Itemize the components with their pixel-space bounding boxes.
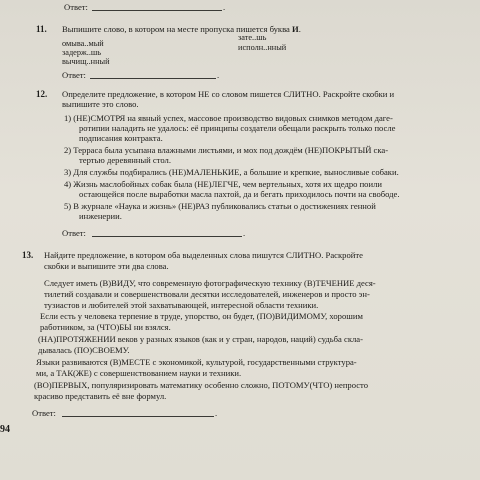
task-12-option-line: 3) Для службы подбирались (НЕ)МАЛЕНЬКИЕ, а большие и крепкие, выносливые собаки. (64, 167, 399, 177)
task-13-text-line: ми, а ТАК(ЖЕ) с совершенствованием науки и техники. (36, 368, 242, 378)
task-12-number: 12. (36, 89, 48, 99)
task-11-word: омыва..мый (62, 39, 104, 48)
task-12-option-line: ротипии наладить не удалось: её принципы создатели обещали раскрыть только после (79, 123, 396, 133)
top-answer-end: . (223, 2, 226, 12)
task-13-text-line: тузиастов и любителей этой захватывающей, интересной области техники. (44, 300, 319, 310)
task-11-answer-field[interactable] (90, 78, 216, 79)
task-13-prompt-line: скобки и выпишите эти два слова. (44, 261, 169, 271)
task-13-prompt-line: Найдите предложение, в котором оба выделенных слова пишутся СЛИТНО. Раскройте (44, 250, 363, 260)
task-12-prompt-line: выпишите это слово. (62, 99, 139, 109)
task-12-option-line: 1) (НЕ)СМОТРЯ на явный успех, массовое производство видовых снимков методом даге- (64, 113, 393, 123)
task-11-answer-end: . (217, 70, 220, 80)
task-12-option-line: 4) Жизнь маслобойных собак была (НЕ)ЛЕГЧЕ, чем вертельных, хотя их щедро поили (64, 179, 382, 189)
task-11-word: вычищ..нный (62, 57, 110, 66)
task-13-text-line: дывалась (ПО)СВОЕМУ. (38, 345, 130, 355)
task-12-option-line: 5) В журнале «Наука и жизнь» (НЕ)РАЗ публиковались статьи о достижениях генной (64, 201, 376, 211)
task-11-word: зате..шь (238, 33, 267, 42)
task-12-answer-end: . (243, 228, 246, 238)
task-11-answer-label: Ответ: (62, 70, 86, 80)
task-12-option-line: тертью деревянный стол. (79, 155, 171, 165)
task-11-word: исполн..нный (238, 43, 287, 52)
task-13-answer-field[interactable] (62, 416, 214, 417)
task-13-text-line: Если есть у человека терпение в труде, упорство, он будет, (ПО)ВИДИМОМУ, хорошим (40, 311, 363, 321)
task-13-text-line: (ВО)ПЕРВЫХ, популяризировать математику особенно сложно, ПОТОМУ(ЧТО) непросто (34, 380, 368, 390)
task-13-answer-end: . (215, 408, 218, 418)
task-13-text-line: Следует иметь (В)ВИДУ, что современную фотографическую технику (В)ТЕЧЕНИЕ деся- (44, 278, 376, 288)
task-13-answer-label: Ответ: (32, 408, 56, 418)
task-13-text-line: Языки развиваются (В)МЕСТЕ с экономикой, культурой, государственными структура- (36, 357, 357, 367)
task-12-answer-field[interactable] (92, 236, 242, 237)
top-answer-field[interactable] (92, 10, 222, 11)
top-answer-label: Ответ: (64, 2, 88, 12)
task-13-text-line: (НА)ПРОТЯЖЕНИИ веков у разных языков (как и у стран, народов, наций) судьба скла- (38, 334, 363, 344)
task-13-text-line: тилетий создавали и совершенствовали десятки исследователей, инженеров и просто эн- (44, 289, 370, 299)
task-12-prompt-line: Определите предложение, в котором НЕ со словом пишется СЛИТНО. Раскройте скобки и (62, 89, 395, 99)
page-number: 94 (0, 424, 10, 435)
task-12-option-line: 2) Терраса была усыпана влажными листьями, и мох под дождём (НЕ)ПОКРЫТЫЙ ска- (64, 145, 389, 155)
task-13-text-line: красиво представить её вне формул. (34, 391, 167, 401)
task-12-option-line: инженерии. (79, 211, 122, 221)
task-13-number: 13. (22, 250, 34, 260)
task-12-option-line: остающейся после выработки масла пахтой, да и бегать приходилось почти на свободе. (79, 189, 400, 199)
task-11-number: 11. (36, 24, 47, 34)
task-13-text-line: работником, за (ЧТО)БЫ ни взялся. (40, 322, 171, 332)
task-11-word: задерж..шь (62, 48, 102, 57)
task-12-option-line: подписания контракта. (79, 133, 163, 143)
task-12-answer-label: Ответ: (62, 228, 86, 238)
task-11-prompt: Выпишите слово, в котором на месте пропуска пишется буква И. (62, 24, 301, 34)
